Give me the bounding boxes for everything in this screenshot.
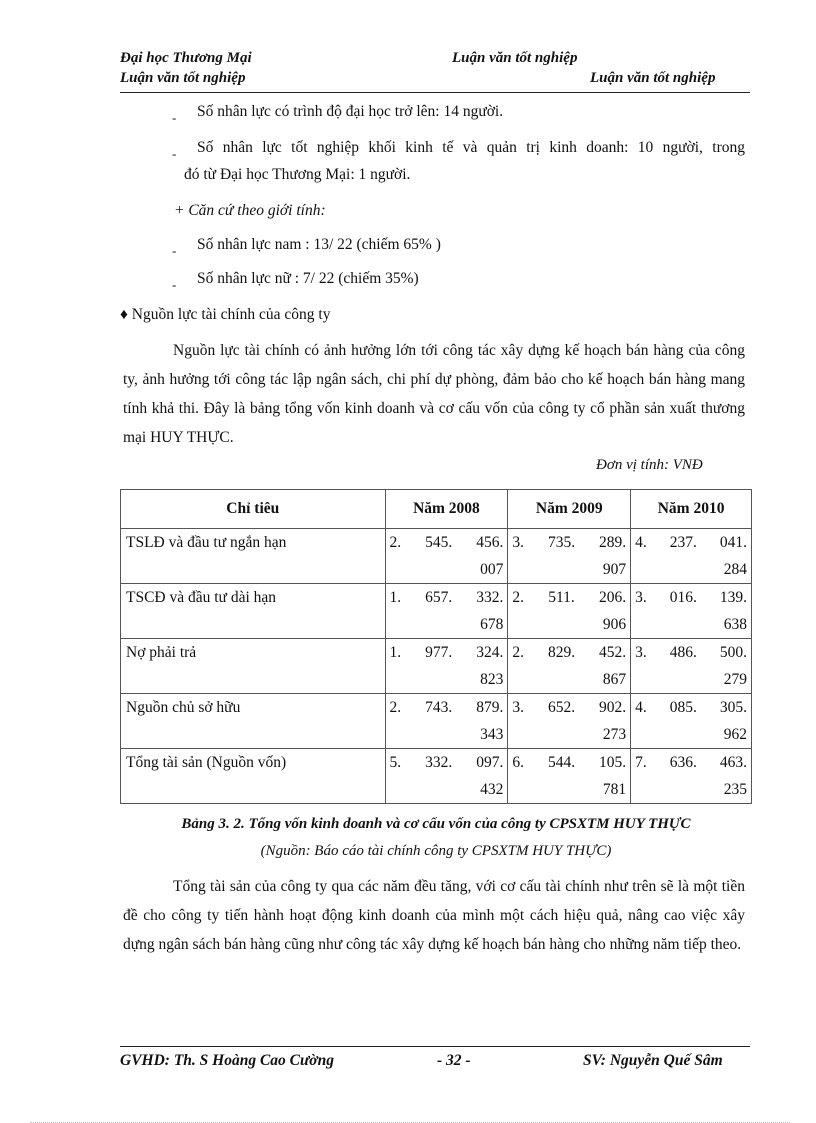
cell-2009 [508,639,631,694]
table-row [121,749,752,804]
cell-value-part: 2. 743. 879. [389,699,504,716]
footer-advisor: GVHD: Th. S Hoàng Cao Cường [120,1052,334,1069]
bullet-marker: - [172,146,177,161]
cell-2008 [385,639,508,694]
cell-value-part: 3. 016. 139. [635,589,747,606]
table-row [121,529,752,584]
cell-2009 [508,529,631,584]
cell-2010 [631,529,752,584]
cell-2008 [385,749,508,804]
cell-value-part: 867 [602,671,627,688]
row-label: TSLĐ và đầu tư ngắn hạn [121,529,386,584]
cell-value-part: 823 [480,671,504,688]
paragraph-conclusion-text: Tổng tài sản của công ty qua các năm đều tăng, với cơ cấu tài chính như trên sẽ là một tiền đề cho công ty tiến hành hoạt động kinh doanh của mình một cách hiệu quả, nâng cao việc xây dựng ngân sách bán hàng cũng như công tác xây dựng kế hoạch bán hàng cho những năm tiếp theo. [123,878,745,953]
cell-value-part: 907 [602,561,627,578]
cell-2009 [508,749,631,804]
cell-value-part: 284 [723,561,747,578]
paragraph-finance [123,336,745,452]
header-thesis-right: Luận văn tốt nghiệp [590,70,716,86]
column-header: Năm 2009 [508,490,631,529]
cell-value-part: 6. 544. 105. [512,754,627,771]
table-row [121,639,752,694]
cell-value-part: 638 [723,616,747,633]
cell-value-part: 2. 545. 456. [389,534,504,551]
cell-value-part: 678 [480,616,504,633]
bullet-marker: - [172,277,177,292]
cell-value-part: 5. 332. 097. [389,754,504,771]
cell-value-part: 4. 237. 041. [635,534,747,551]
unit-note: Đơn vị tính: VNĐ [596,457,703,473]
cell-value-part: 235 [723,781,747,798]
cell-value-part: 906 [602,616,627,633]
table-caption: Bảng 3. 2. Tổng vốn kinh doanh và cơ cấu vốn của công ty CPSXTM HUY THỰC [181,816,691,832]
row-label: Tổng tài sản (Nguồn vốn) [121,749,386,804]
header-rule [120,92,750,93]
header-thesis-center: Luận văn tốt nghiệp [452,50,578,66]
cell-value-part: 007 [480,561,504,578]
bullet-marker: - [172,110,177,125]
cell-value-part: 7. 636. 463. [635,754,747,771]
footer-rule [120,1046,750,1047]
page-number: - 32 - [437,1052,471,1069]
gender-heading: + Căn cứ theo giới tính: [174,202,326,219]
cell-2010 [631,639,752,694]
table-header-row [121,490,752,529]
bullet-item: Số nhân lực nam : 13/ 22 (chiếm 65% ) [197,236,441,253]
paragraph-finance-text: Nguồn lực tài chính có ảnh hưởng lớn tới công tác xây dựng kế hoạch bán hàng của công ty, ảnh hưởng tới công tác lập ngân sách, chi phí dự phòng, đảm bảo cho kế hoạch bán hàng mang tính khả thi. Đây là bảng tổng vốn kinh doanh và cơ cấu vốn của công ty cổ phần sản xuất thương mại HUY THỰC. [123,342,745,446]
bullet-item: Số nhân lực nữ : 7/ 22 (chiếm 35%) [197,270,419,287]
cell-value-part: 279 [723,671,747,688]
cell-value-part: 3. 486. 500. [635,644,747,661]
bullet-item-continuation: đó từ Đại học Thương Mại: 1 người. [184,166,411,183]
cell-value-part: 4. 085. 305. [635,699,747,716]
cell-value-part: 432 [480,781,504,798]
finance-heading: ♦ Nguồn lực tài chính của công ty [120,306,331,323]
cell-2010 [631,694,752,749]
column-header: Năm 2008 [385,490,508,529]
column-header: Năm 2010 [631,490,752,529]
cell-2010 [631,584,752,639]
bullet-item: Số nhân lực tốt nghiệp khối kinh tế và quản trị kinh doanh: 10 người, trong [197,139,745,156]
cell-2008 [385,694,508,749]
paragraph-conclusion [123,872,745,959]
cell-value-part: 1. 657. 332. [389,589,504,606]
cell-value-part: 3. 735. 289. [512,534,627,551]
bullet-marker: - [172,243,177,258]
footer-student: SV: Nguyễn Quế Sâm [583,1052,723,1069]
cell-value-part: 2. 511. 206. [512,589,627,606]
cell-value-part: 1. 977. 324. [389,644,504,661]
capital-structure-table [120,489,752,804]
table-source: (Nguồn: Báo cáo tài chính công ty CPSXTM HUY THỰC) [260,843,612,859]
cell-2010 [631,749,752,804]
cell-2009 [508,694,631,749]
row-label: TSCĐ và đầu tư dài hạn [121,584,386,639]
cell-value-part: 273 [602,726,627,743]
cell-value-part: 781 [602,781,627,798]
table-row [121,584,752,639]
cell-2008 [385,529,508,584]
header-university: Đại học Thương Mại [120,50,252,66]
cell-value-part: 2. 829. 452. [512,644,627,661]
cell-value-part: 343 [480,726,504,743]
table-row [121,694,752,749]
row-label: Nguồn chủ sở hữu [121,694,386,749]
cell-2008 [385,584,508,639]
cell-value-part: 962 [723,726,747,743]
column-header: Chỉ tiêu [121,490,386,529]
header-thesis-left: Luận văn tốt nghiệp [120,70,246,86]
cell-value-part: 3. 652. 902. [512,699,627,716]
row-label: Nợ phải trả [121,639,386,694]
bullet-item: Số nhân lực có trình độ đại học trở lên: 14 người. [197,103,504,120]
cell-2009 [508,584,631,639]
